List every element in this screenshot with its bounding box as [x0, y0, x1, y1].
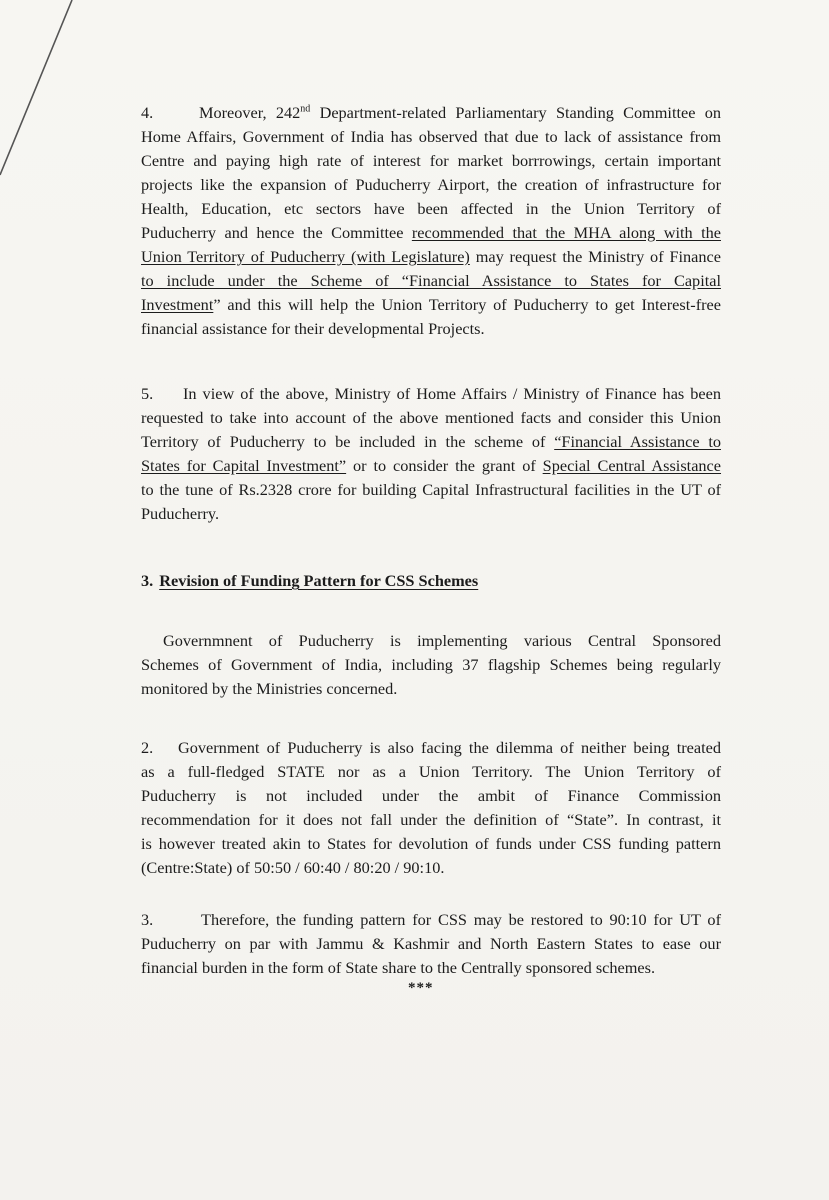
- end-mark: ***: [408, 980, 434, 996]
- paragraph-number: 3.: [141, 910, 154, 929]
- page-edge-shadow: [0, 0, 90, 200]
- section3-paragraph-1: Governmnent of Puducherry is implementing various Central Sponsored Schemes of Government of India, including 37 flagship Schemes being regularly monitored by the Ministries concerned.: [141, 631, 721, 698]
- section-heading: [141, 571, 478, 591]
- section-number: 3.: [141, 571, 154, 590]
- section-title: Revision of Funding Pattern for CSS Schemes: [159, 571, 479, 590]
- paragraph-number: 2.: [141, 738, 154, 757]
- section3-paragraph-3: 3. Therefore, the funding pattern for CSS may be restored to 90:10 for UT of Puducherry on par with Jammu & Kashmir and North Eastern States to ease our financial burden in the form of State share to the Centrally sponsored schemes.: [141, 910, 721, 977]
- paragraph-5: 5. In view of the above, Ministry of Home Affairs / Ministry of Finance has been requested to take into account of the above mentioned facts and consider this Union Territory of Puducherry to be included in the scheme of “Financial Assistance to States for Capital Investment” or to consider the grant of Special Central Assistance to the tune of Rs.2328 crore for building Capital Infrastructural facilities in the UT of Puducherry.: [141, 384, 722, 523]
- paragraph-number: 5.: [141, 384, 154, 403]
- paragraph-number: 4.: [141, 103, 154, 122]
- section3-paragraph-2: 2. Government of Puducherry is also facing the dilemma of neither being treated as a full-fledged STATE nor as a Union Territory. The Union Territory of Puducherry is not included under the ambit of Finance Commission recommendation for it does not fall under the definition of “State”. In contrast, it is however treated akin to States for devolution of funds under CSS funding pattern (Centre:State) of 50:50 / 60:40 / 80:20 / 90:10.: [141, 738, 721, 877]
- paragraph-4: 4. Moreover, 242nd Department-related Parliamentary Standing Committee on Home Affairs, Government of India has observed that due to lack of assistance from Centre and paying high rate of interest for market borrrowings, certain important projects like the expansion of Puducherry Airport, the creation of infrastructure for Health, Education, etc sectors have been affected in the Union Territory of Puducherry and hence the Committee recommended that the MHA along with the Union Territory of Puducherry (with Legislature) may request the Ministry of Finance to include under the Scheme of “Financial Assistance to States for Capital Investment” and this will help the Union Territory of Puducherry to get Interest-free financial assistance for their developmental Projects.: [141, 103, 721, 338]
